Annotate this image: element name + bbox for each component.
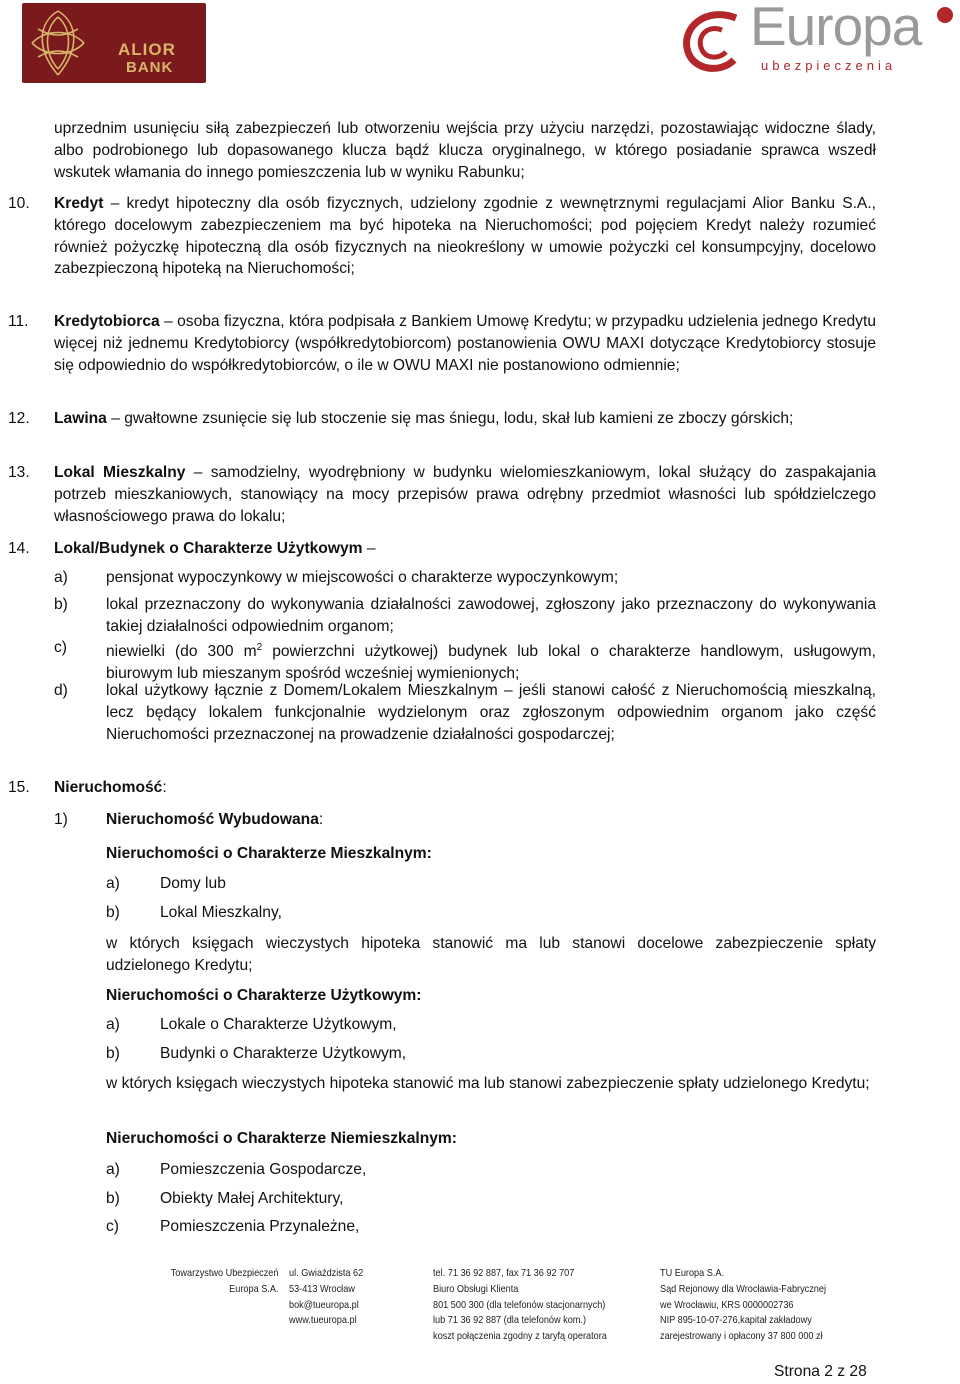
- group-title-text: Nieruchomości o Charakterze Mieszkalnym:: [106, 845, 432, 862]
- alior-bank-logo: [22, 3, 206, 83]
- sub-letter: b): [106, 1190, 120, 1207]
- footer-email-link[interactable]: bok@tueuropa.pl: [289, 1299, 359, 1311]
- group-title: [106, 843, 876, 865]
- sub-item-text: pensjonat wypoczynkowy w miejscowości o charakterze wypoczynkowym;: [106, 569, 619, 586]
- europa-swirl-icon: [676, 10, 748, 76]
- definition-text: – samodzielny, wyodrębniony w budynku wielomieszkaniowym, lokal służący do zaspakajania potrzeb mieszkaniowych, stanowiący na mocy przepisów prawa odrębny przedmiot własności lub spółdzielczego własnościowego prawa do lokalu;: [54, 464, 876, 525]
- item-number: 15.: [8, 779, 30, 796]
- definition-lokal-uzytkowy: [54, 538, 876, 560]
- list-item: Lokale o Charakterze Użytkowym,: [160, 1016, 397, 1033]
- text-part: powierzchni użytkowej) budynek lub lokal o charakterze handlowym, usługowym, biurowym lub mieszanym spośród wcześniej wymienionych;: [106, 643, 876, 682]
- europa-logo: [676, 0, 960, 78]
- sub-letter: a): [106, 1016, 120, 1033]
- footer-line: zarejestrowany i opłacony 37 800 000 zł: [660, 1331, 823, 1343]
- sub-letter: b): [106, 1045, 120, 1062]
- list-item: Lokal Mieszkalny,: [160, 904, 282, 921]
- sub-letter: d): [54, 682, 68, 699]
- footer-line: Towarzystwo Ubezpieczeń: [170, 1268, 279, 1279]
- item-number: 11.: [8, 313, 29, 330]
- group-title-text: Nieruchomości o Charakterze Niemieszkalnym:: [106, 1130, 457, 1147]
- dash: –: [362, 540, 376, 557]
- definition-text: – osoba fizyczna, która podpisała z Bankiem Umowę Kredytu; w przypadku udzielenia jednego Kredytu więcej niż jednemu Kredytobiorcy (współkredytobiorcom) postanowienia OWU MAXI dotyczące Kredytobiorcy stosuje się odpowiednio do współkredytobiorców, o ile w OWU MAXI nie postanowiono odmiennie;: [54, 313, 876, 374]
- sub-letter: a): [106, 1161, 120, 1178]
- term: Kredytobiorca: [54, 313, 160, 330]
- superscript: 2: [256, 642, 263, 653]
- term: Kredyt: [54, 195, 104, 212]
- footer-company: [150, 1266, 278, 1298]
- footer-line: we Wrocławiu, KRS 0000002736: [660, 1299, 794, 1311]
- group-note: w których księgach wieczystych hipoteka stanowić ma lub stanowi zabezpieczenie spłaty udzielonego Kredytu;: [106, 1075, 870, 1092]
- bank-logo-text: BANK: [126, 59, 174, 76]
- item-number: 13.: [8, 464, 30, 481]
- sub-letter: b): [54, 596, 68, 613]
- sub-item-text: lokal przeznaczony do wykonywania działalności zawodowej, zgłoszony jako przeznaczony do wykonywania takiej działalności odpowiednim organom;: [106, 596, 876, 635]
- footer-line: tel. 71 36 92 887, fax 71 36 92 707: [433, 1268, 575, 1279]
- definition-kredyt: [54, 193, 876, 280]
- footer-website-link[interactable]: www.tueuropa.pl: [289, 1315, 357, 1327]
- group-title: [106, 1128, 876, 1150]
- list-item: Obiekty Małej Architektury,: [160, 1190, 344, 1207]
- term: Lokal/Budynek o Charakterze Użytkowym: [54, 540, 363, 557]
- group-note: w których księgach wieczystych hipoteka stanowić ma lub stanowi docelowe zabezpieczenie spłaty udzielonego Kredytu;: [106, 935, 876, 974]
- intro-paragraph: uprzednim usunięciu siłą zabezpieczeń lub otworzeniu wejścia przy użyciu narzędzi, pozostawiając widoczne ślady, albo podrobionego lub dopasowanego klucza bądź klucza oryginalnego, w którego posiadanie sprawca wszedł wskutek włamania do innego pomieszczenia lub w wyniku Rabunku;: [54, 120, 876, 181]
- alior-logo-text: ALIOR: [118, 40, 176, 59]
- item-number: 14.: [8, 540, 30, 557]
- definition-text: – kredyt hipoteczny dla osób fizycznych, udzielony zgodnie z wewnętrznymi regulacjami Alior Banku S.A., którego docelowym zabezpieczeniem ma być hipoteka na Nieruchomości; pod pojęciem Kredyt należy rozumieć również pożyczkę hipoteczną dla osób fizycznych na nieokreślony w umowie pożyczki cel konsumpcyjny, docelowo zabezpieczoną hipoteką na Nieruchomości;: [54, 195, 876, 278]
- colon: :: [162, 779, 167, 796]
- definition-lokal-mieszkalny: [54, 462, 876, 527]
- footer-registration: [660, 1266, 826, 1345]
- sub-letter: a): [54, 569, 68, 586]
- footer-line: koszt połączenia zgodny z taryfą operatora: [433, 1331, 607, 1343]
- footer-line: TU Europa S.A.: [660, 1268, 725, 1279]
- footer-contact: [433, 1266, 607, 1345]
- term: Lawina: [54, 410, 107, 427]
- definition-kredytobiorca: [54, 311, 876, 376]
- sub-heading: [106, 809, 876, 831]
- footer-line: NIP 895-10-07-276,kapitał zakładowy: [660, 1315, 812, 1327]
- list-item: Domy lub: [160, 875, 226, 892]
- sub-letter: c): [54, 639, 67, 656]
- footer-line: Sąd Rejonowy dla Wrocławia-Fabrycznej: [660, 1283, 827, 1295]
- footer-line: ul. Gwiaździsta 62: [289, 1268, 364, 1279]
- item-number: 10.: [8, 195, 30, 212]
- footer-address: [289, 1266, 363, 1329]
- list-item: Pomieszczenia Przynależne,: [160, 1218, 360, 1235]
- term: Nieruchomość: [54, 779, 163, 796]
- europa-tagline: ubezpieczenia: [761, 58, 897, 73]
- alior-emblem-icon: [28, 9, 88, 77]
- sub-letter: b): [106, 904, 120, 921]
- footer-line: 801 500 300 (dla telefonów stacjonarnych): [433, 1299, 606, 1311]
- colon: :: [318, 811, 324, 828]
- group-title-text: Nieruchomości o Charakterze Użytkowym:: [106, 987, 422, 1004]
- term: Lokal Mieszkalny: [54, 464, 186, 481]
- sub-item-text: lokal użytkowy łącznie z Domem/Lokalem Mieszkalnym – jeśli stanowi całość z Nieruchomością mieszkalną, lecz będący lokalem funkcjonalnie wydzielonym oraz zgłoszonym odpowiednim organom jako część Nieruchomości przeznaczonej na prowadzenie działalności gospodarczej;: [106, 682, 876, 743]
- list-item: Budynki o Charakterze Użytkowym,: [160, 1045, 407, 1062]
- footer-line: Europa S.A.: [229, 1283, 279, 1295]
- page-number: Strona 2 z 28: [774, 1363, 867, 1380]
- definition-nieruchomosc: [54, 777, 876, 799]
- text-part: niewielki (do 300 m: [106, 643, 257, 661]
- footer-line: 53-413 Wrocław: [289, 1283, 355, 1295]
- item-number: 12.: [8, 410, 30, 427]
- group-title: [106, 985, 876, 1007]
- europa-dot-icon: [937, 7, 953, 23]
- sub-letter: c): [106, 1218, 119, 1235]
- term: Nieruchomość Wybudowana: [106, 811, 319, 828]
- definition-lawina: [54, 408, 876, 430]
- europa-logo-text: Europa: [750, 0, 922, 57]
- list-item: Pomieszczenia Gospodarcze,: [160, 1161, 367, 1178]
- sub-number: 1): [54, 811, 68, 828]
- footer-line: lub 71 36 92 887 (dla telefonów kom.): [433, 1315, 587, 1327]
- footer-line: Biuro Obsługi Klienta: [433, 1283, 519, 1295]
- sub-item-text: [106, 637, 876, 685]
- sub-letter: a): [106, 875, 120, 892]
- definition-text: – gwałtowne zsunięcie się lub stoczenie się mas śniegu, lodu, skał lub kamieni ze zboczy górskich;: [106, 410, 794, 427]
